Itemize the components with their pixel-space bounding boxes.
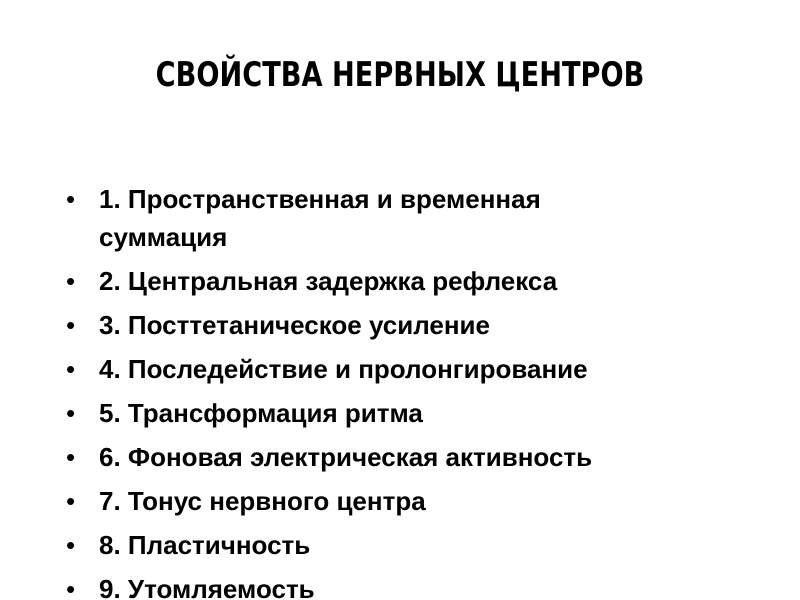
bullet-icon: •	[66, 398, 76, 428]
list-item-text: 9. Утомляемость	[99, 574, 315, 600]
list-item-text: 7. Тонус нервного центра	[99, 486, 426, 516]
list-item-text: 3. Посттетаническое усиление	[99, 310, 491, 340]
list-item	[0, 262, 639, 300]
slide-title: СВОЙСТВА НЕРВНЫХ ЦЕНТРОВ	[155, 55, 645, 95]
bullet-icon: •	[66, 354, 76, 384]
list-item	[0, 306, 639, 344]
bullet-icon: •	[66, 184, 76, 214]
bullet-icon: •	[66, 486, 76, 516]
list-item-text: 5. Трансформация ритма	[99, 398, 423, 428]
bullet-icon: •	[66, 310, 76, 340]
list-item	[0, 350, 639, 388]
list-item-text: 2. Центральная задержка рефлекса	[99, 266, 558, 296]
bullet-icon: •	[66, 442, 76, 472]
list-item-text: 1. Пространственная и временная суммация	[99, 184, 541, 252]
bullet-icon: •	[66, 266, 76, 296]
list-item	[0, 394, 639, 432]
bullet-icon: •	[66, 530, 76, 560]
list-item-text: 6. Фоновая электрическая активность	[99, 442, 593, 472]
list-item	[0, 482, 639, 520]
list-item	[0, 526, 639, 564]
list-item	[0, 180, 639, 256]
list-item	[0, 570, 639, 600]
bullet-icon: •	[66, 574, 76, 600]
properties-list	[0, 180, 800, 600]
list-item-text: 8. Пластичность	[99, 530, 311, 560]
list-item-text: 4. Последействие и пролонгирование	[99, 354, 588, 384]
list-item	[0, 438, 639, 476]
